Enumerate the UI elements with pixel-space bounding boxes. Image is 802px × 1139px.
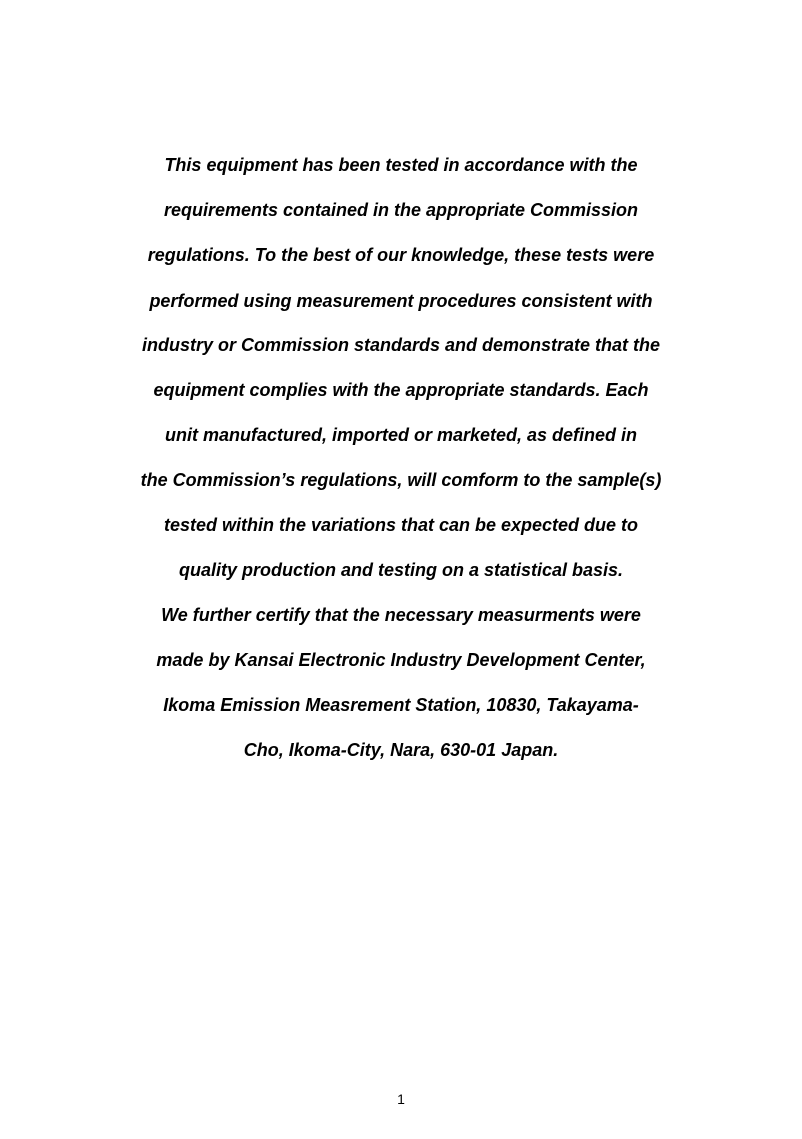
statement-line: tested within the variations that can be expected due to bbox=[163, 515, 639, 535]
statement-line: We further certify that the necessary measurments were bbox=[161, 605, 641, 625]
statement-line: This equipment has been tested in accordance with the bbox=[164, 155, 638, 175]
statement-line: Cho, Ikoma-City, Nara, 630-01 Japan. bbox=[243, 740, 559, 760]
statement-line: made by Kansai Electronic Industry Development Center, bbox=[156, 650, 646, 670]
statement-line: equipment complies with the appropriate standards. Each bbox=[153, 380, 649, 400]
statement-line: unit manufactured, imported or marketed, as defined in bbox=[164, 425, 638, 445]
statement-line: quality production and testing on a statistical basis. bbox=[178, 560, 624, 580]
page-number: 1 bbox=[397, 1091, 405, 1107]
statement-line: performed using measurement procedures consistent with bbox=[149, 291, 653, 311]
statement-line: requirements contained in the appropriate Commission bbox=[163, 200, 639, 220]
statement-line: industry or Commission standards and demonstrate that the bbox=[141, 335, 661, 355]
statement-line: regulations. To the best of our knowledge, these tests were bbox=[147, 245, 655, 265]
statement-line: Ikoma Emission Measrement Station, 10830, Takayama- bbox=[163, 695, 639, 715]
statement-line: the Commission’s regulations, will comform to the sample(s) bbox=[140, 470, 662, 490]
